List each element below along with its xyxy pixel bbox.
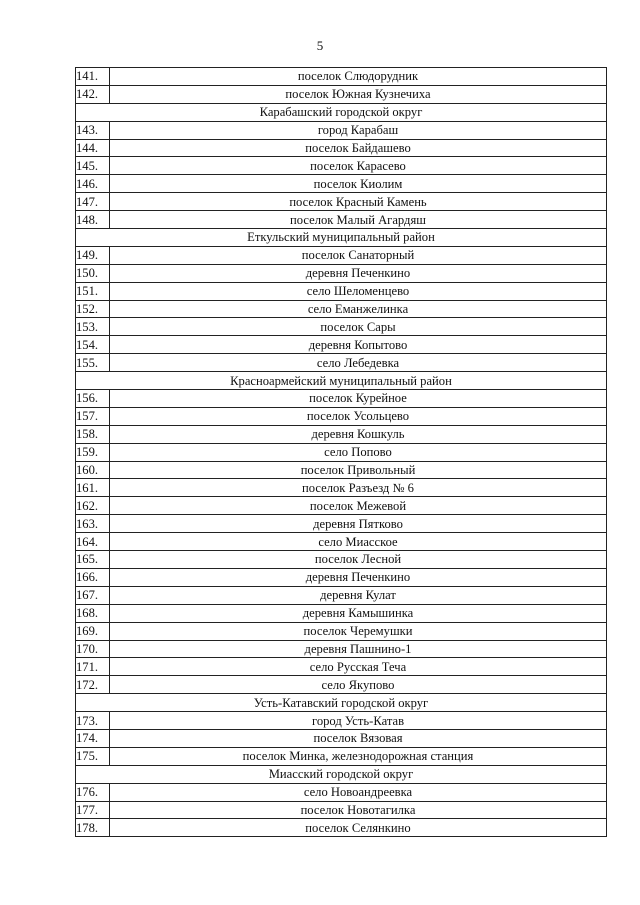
settlement-name: поселок Красный Камень <box>110 193 607 211</box>
row-number: 151. <box>76 282 110 300</box>
section-title: Еткульский муниципальный район <box>76 229 607 247</box>
table-row <box>76 801 607 819</box>
row-number: 172. <box>76 676 110 694</box>
row-number: 158. <box>76 425 110 443</box>
section-header-row <box>76 372 607 390</box>
section-header-row <box>76 765 607 783</box>
settlement-name: поселок Разъезд № 6 <box>110 479 607 497</box>
settlement-name: деревня Пятково <box>110 515 607 533</box>
table-row <box>76 533 607 551</box>
settlement-name: деревня Кулат <box>110 586 607 604</box>
settlement-name: поселок Привольный <box>110 461 607 479</box>
row-number: 157. <box>76 407 110 425</box>
table-row <box>76 85 607 103</box>
settlement-name: поселок Вязовая <box>110 729 607 747</box>
table-row <box>76 515 607 533</box>
settlement-name: поселок Малый Агардяш <box>110 211 607 229</box>
table-row <box>76 551 607 569</box>
row-number: 162. <box>76 497 110 515</box>
table-row <box>76 604 607 622</box>
row-number: 168. <box>76 604 110 622</box>
settlement-name: поселок Санаторный <box>110 246 607 264</box>
table-row <box>76 282 607 300</box>
table-row <box>76 676 607 694</box>
row-number: 150. <box>76 264 110 282</box>
settlement-name: село Попово <box>110 443 607 461</box>
table-row <box>76 175 607 193</box>
section-title: Миасский городской округ <box>76 765 607 783</box>
settlement-name: город Карабаш <box>110 121 607 139</box>
settlement-name: поселок Байдашево <box>110 139 607 157</box>
row-number: 166. <box>76 568 110 586</box>
table-row <box>76 479 607 497</box>
settlement-name: поселок Слюдорудник <box>110 68 607 86</box>
settlement-name: поселок Усольцево <box>110 407 607 425</box>
row-number: 163. <box>76 515 110 533</box>
row-number: 164. <box>76 533 110 551</box>
settlement-name: село Новоандреевка <box>110 783 607 801</box>
row-number: 156. <box>76 390 110 408</box>
table-row <box>76 729 607 747</box>
row-number: 174. <box>76 729 110 747</box>
row-number: 176. <box>76 783 110 801</box>
settlement-name: деревня Камышинка <box>110 604 607 622</box>
table-row <box>76 461 607 479</box>
table-row <box>76 640 607 658</box>
row-number: 147. <box>76 193 110 211</box>
settlement-name: деревня Печенкино <box>110 568 607 586</box>
row-number: 144. <box>76 139 110 157</box>
table-row <box>76 318 607 336</box>
row-number: 143. <box>76 121 110 139</box>
table-row <box>76 425 607 443</box>
table-row <box>76 568 607 586</box>
section-title: Красноармейский муниципальный район <box>76 372 607 390</box>
section-title: Карабашский городской округ <box>76 103 607 121</box>
table-row <box>76 211 607 229</box>
row-number: 169. <box>76 622 110 640</box>
row-number: 141. <box>76 68 110 86</box>
row-number: 173. <box>76 712 110 730</box>
settlement-name: поселок Лесной <box>110 551 607 569</box>
settlement-name: поселок Южная Кузнечиха <box>110 85 607 103</box>
row-number: 160. <box>76 461 110 479</box>
settlements-table <box>75 67 607 837</box>
settlement-name: поселок Сары <box>110 318 607 336</box>
settlement-name: поселок Карасево <box>110 157 607 175</box>
settlement-name: деревня Пашнино-1 <box>110 640 607 658</box>
row-number: 145. <box>76 157 110 175</box>
table-row <box>76 246 607 264</box>
table-row <box>76 193 607 211</box>
table-row <box>76 139 607 157</box>
table-row <box>76 497 607 515</box>
settlement-name: поселок Курейное <box>110 390 607 408</box>
row-number: 170. <box>76 640 110 658</box>
row-number: 153. <box>76 318 110 336</box>
table-row <box>76 747 607 765</box>
section-header-row <box>76 229 607 247</box>
row-number: 167. <box>76 586 110 604</box>
row-number: 175. <box>76 747 110 765</box>
table-row <box>76 390 607 408</box>
settlement-name: город Усть-Катав <box>110 712 607 730</box>
table-row <box>76 712 607 730</box>
settlement-name: село Еманжелинка <box>110 300 607 318</box>
table-row <box>76 264 607 282</box>
settlement-name: деревня Копытово <box>110 336 607 354</box>
table-row <box>76 443 607 461</box>
settlement-name: поселок Межевой <box>110 497 607 515</box>
row-number: 146. <box>76 175 110 193</box>
row-number: 148. <box>76 211 110 229</box>
row-number: 154. <box>76 336 110 354</box>
settlement-name: село Миасское <box>110 533 607 551</box>
table-row <box>76 121 607 139</box>
row-number: 178. <box>76 819 110 837</box>
table-row <box>76 336 607 354</box>
settlement-name: поселок Минка, железнодорожная станция <box>110 747 607 765</box>
settlement-name: поселок Селянкино <box>110 819 607 837</box>
table-row <box>76 622 607 640</box>
table-row <box>76 354 607 372</box>
section-header-row <box>76 694 607 712</box>
table-row <box>76 819 607 837</box>
settlement-name: село Лебедевка <box>110 354 607 372</box>
table-row <box>76 157 607 175</box>
table-row <box>76 68 607 86</box>
section-title: Усть-Катавский городской округ <box>76 694 607 712</box>
settlement-name: поселок Черемушки <box>110 622 607 640</box>
table-row <box>76 407 607 425</box>
settlement-name: село Шеломенцево <box>110 282 607 300</box>
row-number: 161. <box>76 479 110 497</box>
row-number: 155. <box>76 354 110 372</box>
settlement-name: поселок Киолим <box>110 175 607 193</box>
settlement-name: поселок Новотагилка <box>110 801 607 819</box>
row-number: 152. <box>76 300 110 318</box>
settlement-name: село Якупово <box>110 676 607 694</box>
table-row <box>76 586 607 604</box>
row-number: 165. <box>76 551 110 569</box>
row-number: 149. <box>76 246 110 264</box>
table-row <box>76 783 607 801</box>
settlements-table-body <box>76 68 607 837</box>
table-row <box>76 658 607 676</box>
settlement-name: деревня Печенкино <box>110 264 607 282</box>
table-row <box>76 300 607 318</box>
page-number: 5 <box>316 38 324 53</box>
settlement-name: деревня Кошкуль <box>110 425 607 443</box>
settlement-name: село Русская Теча <box>110 658 607 676</box>
section-header-row <box>76 103 607 121</box>
row-number: 142. <box>76 85 110 103</box>
row-number: 171. <box>76 658 110 676</box>
row-number: 177. <box>76 801 110 819</box>
row-number: 159. <box>76 443 110 461</box>
